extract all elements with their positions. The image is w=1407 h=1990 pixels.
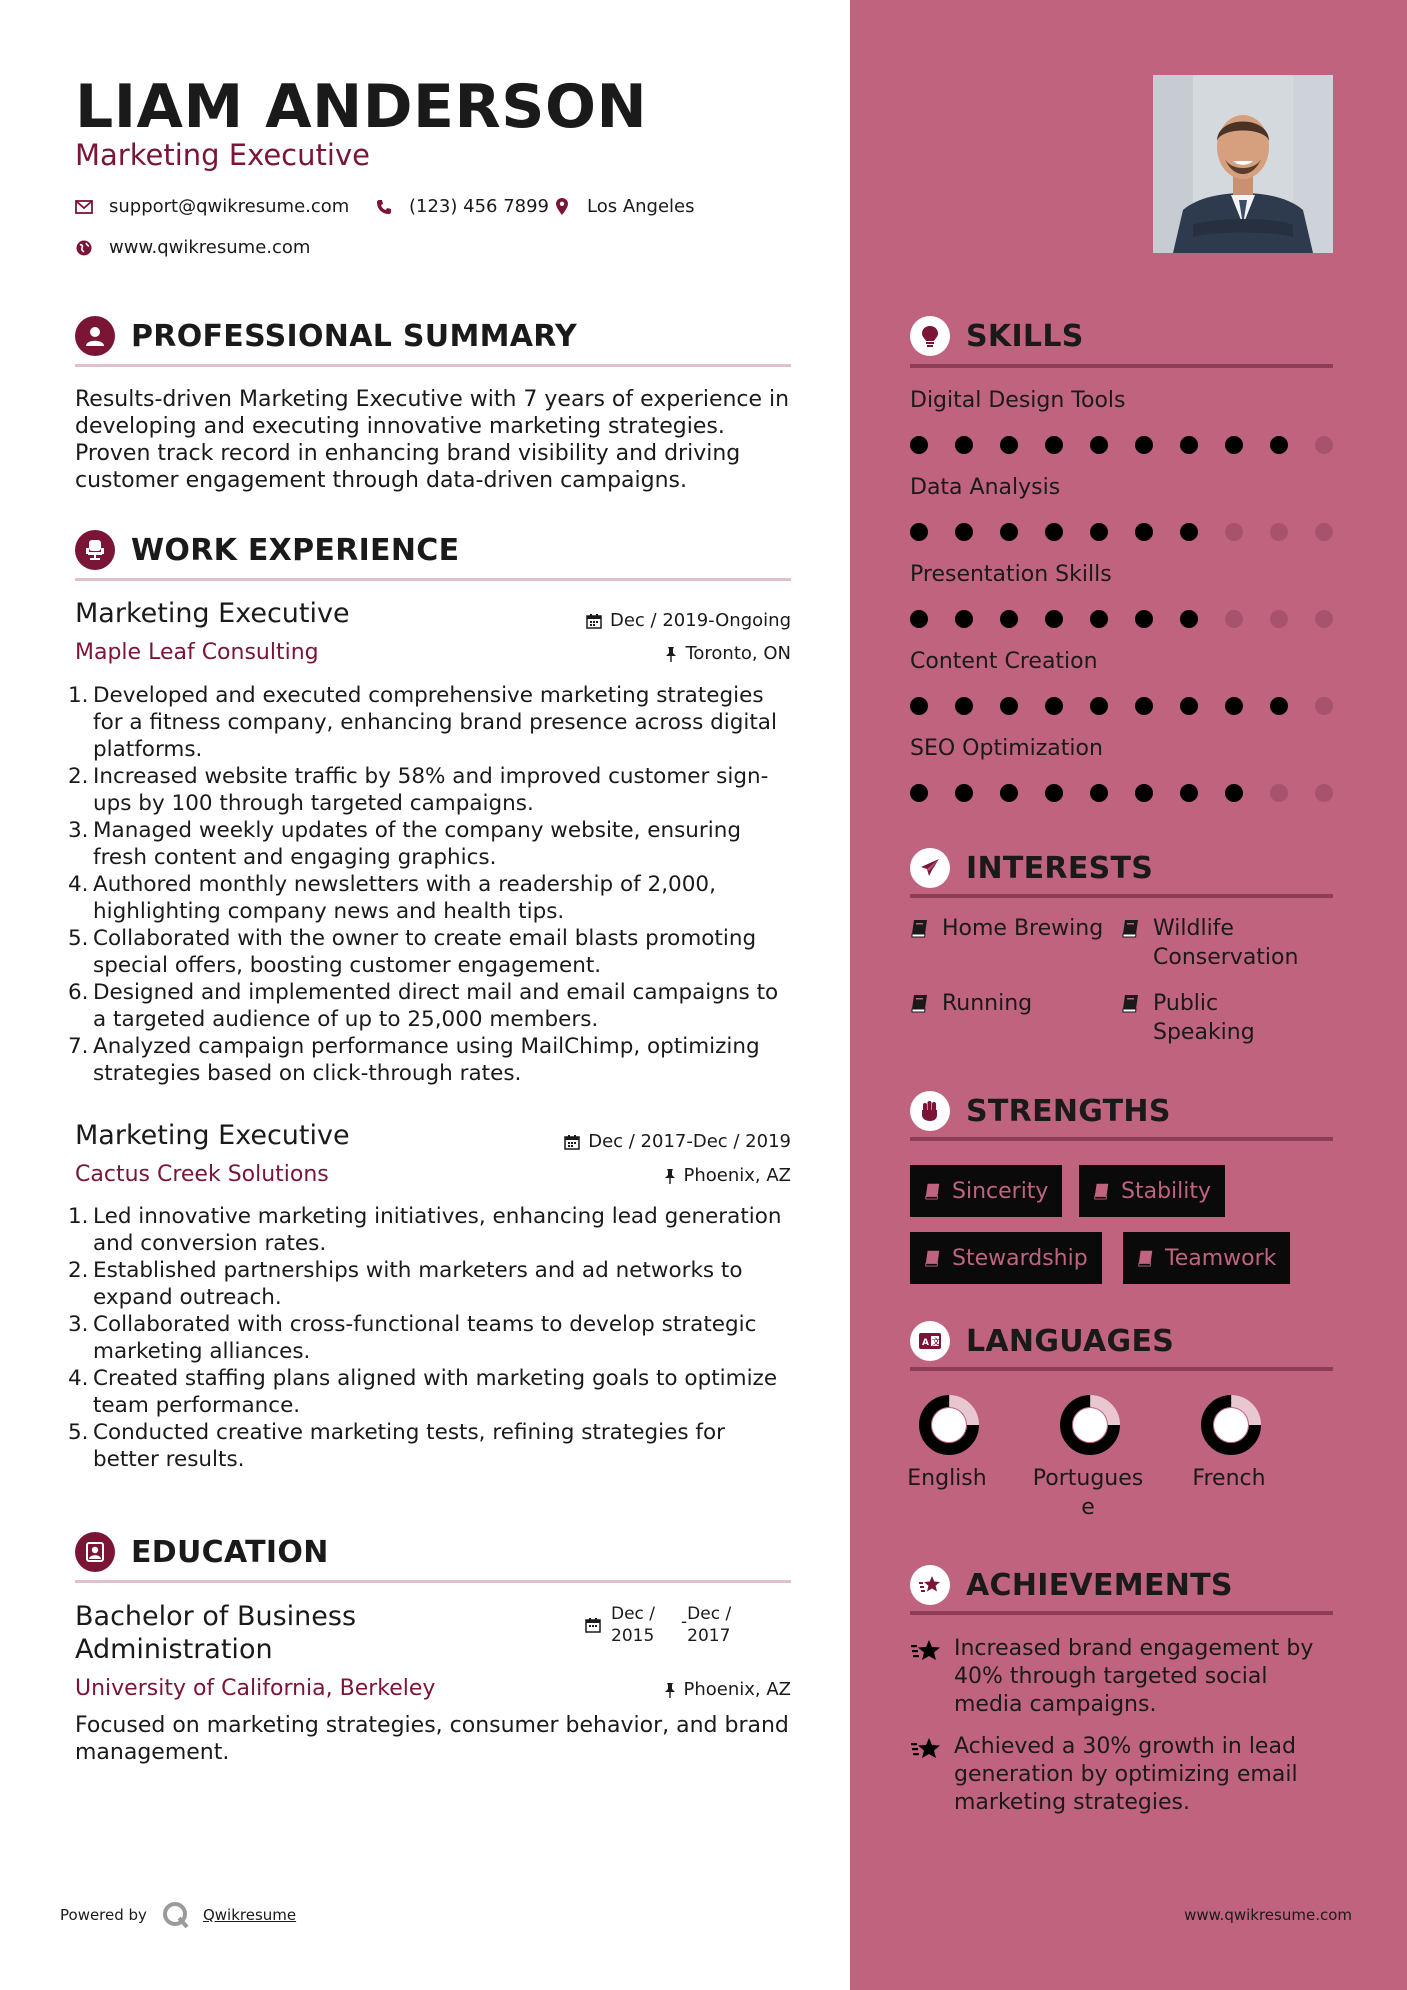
- phone-contact[interactable]: [375, 196, 549, 217]
- rating-dot-filled: [1090, 784, 1108, 802]
- globe-icon: [75, 239, 93, 257]
- qwikresume-link[interactable]: Qwikresume: [202, 1906, 297, 1924]
- education-start: Dec / 2015: [611, 1604, 656, 1646]
- location-contact: [553, 196, 695, 217]
- experience-heading: [75, 530, 791, 570]
- rating-dot-filled: [1180, 523, 1198, 541]
- rating-dot-filled: [1090, 697, 1108, 715]
- summary-title: PROFESSIONAL SUMMARY: [131, 318, 578, 354]
- education-end: - Dec / 2017: [681, 1604, 732, 1646]
- job-dates-text: Dec / 2017-Dec / 2019: [588, 1131, 791, 1152]
- job-bullet: 3. Collaborated with cross-functional teams to develop strategic marketing alliances.: [68, 1312, 757, 1364]
- email-text: support@qwikresume.com: [109, 196, 350, 217]
- calendar-icon: [586, 613, 602, 629]
- rating-dot-filled: [1000, 523, 1018, 541]
- job-bullet: 1. Developed and executed comprehensive marketing strategies for a fitness company, enhancing brand presence across digital platforms.: [68, 683, 777, 762]
- achievements-title: ACHIEVEMENTS: [966, 1567, 1233, 1603]
- skill-rating: [910, 610, 1360, 628]
- profile-photo: [1153, 75, 1333, 253]
- rating-dot-filled: [1135, 436, 1153, 454]
- rating-dot-filled: [910, 697, 928, 715]
- job-bullet: 6. Designed and implemented direct mail and email campaigns to a targeted audience of up to 25,000 members.: [68, 980, 779, 1032]
- phone-text: (123) 456 7899: [409, 196, 550, 217]
- job-bullet: 2. Established partnerships with marketers and ad networks to expand outreach.: [68, 1258, 743, 1310]
- rating-dot-filled: [1045, 784, 1063, 802]
- rating-dot-filled: [1000, 610, 1018, 628]
- languages-title: LANGUAGES: [966, 1323, 1175, 1359]
- rating-dot-filled: [1000, 697, 1018, 715]
- strengths-divider: [910, 1137, 1333, 1141]
- education-heading: [75, 1532, 791, 1572]
- job-bullet: 4. Authored monthly newsletters with a readership of 2,000, highlighting company news and health tips.: [68, 872, 716, 924]
- book-icon: [924, 1249, 942, 1267]
- pushpin-icon: [665, 646, 677, 662]
- rating-dot-filled: [1000, 784, 1018, 802]
- job-location: [664, 1165, 792, 1186]
- degree-line: Administration: [75, 1634, 273, 1665]
- rating-dot-empty: [1225, 523, 1243, 541]
- skill-rating: [910, 436, 1360, 454]
- education-title: EDUCATION: [131, 1534, 329, 1570]
- star-icon: [910, 1737, 942, 1761]
- location-text: Los Angeles: [587, 196, 695, 217]
- rating-dot-filled: [1270, 697, 1288, 715]
- rating-dot-empty: [1315, 436, 1333, 454]
- skill-rating: [910, 523, 1360, 541]
- rating-dot-empty: [1225, 610, 1243, 628]
- education-divider: [75, 1580, 791, 1583]
- language-name: French: [1192, 1466, 1266, 1491]
- rating-dot-filled: [1270, 436, 1288, 454]
- envelope-icon: [75, 198, 93, 216]
- skills-title: SKILLS: [966, 318, 1084, 354]
- website-contact[interactable]: [75, 237, 310, 258]
- education-location: [664, 1679, 792, 1700]
- interest-item: Home Brewing: [910, 914, 1103, 943]
- job-bullet: 3. Managed weekly updates of the company website, ensuring fresh content and engaging graphics.: [68, 818, 742, 870]
- rating-dot-filled: [1090, 523, 1108, 541]
- book-icon: [1093, 1182, 1111, 1200]
- strength-tag: Stability: [1079, 1165, 1225, 1217]
- job-company: Cactus Creek Solutions: [75, 1162, 329, 1187]
- rating-dot-filled: [1135, 610, 1153, 628]
- rating-dot-empty: [1315, 523, 1333, 541]
- fist-icon: [910, 1091, 950, 1131]
- job-bullet: 7. Analyzed campaign performance using MailChimp, optimizing strategies based on click-through rates.: [68, 1034, 760, 1086]
- achievement-item: Increased brand engagement by 40% through targeted social media campaigns.: [910, 1635, 1333, 1719]
- job-bullet: 5. Collaborated with the owner to create email blasts promoting special offers, boosting customer engagement.: [68, 926, 757, 978]
- book-icon: [910, 918, 930, 938]
- powered-by: [60, 1900, 296, 1930]
- languages-heading: [910, 1321, 1333, 1361]
- skill-rating: [910, 784, 1360, 802]
- rating-dot-filled: [1045, 436, 1063, 454]
- summary-heading: [75, 316, 791, 356]
- language-name: Portugues e: [1032, 1466, 1144, 1520]
- book-icon: [1121, 993, 1141, 1013]
- skill-name: Content Creation: [910, 649, 1098, 674]
- rating-dot-empty: [1270, 523, 1288, 541]
- book-icon: [1121, 918, 1141, 938]
- job-dates: [586, 610, 791, 631]
- rating-dot-filled: [910, 784, 928, 802]
- skill-name: Data Analysis: [910, 475, 1061, 500]
- education-description: Focused on marketing strategies, consumer behavior, and brand management.: [75, 1713, 789, 1765]
- job-location-text: Phoenix, AZ: [683, 1165, 791, 1186]
- svg-text:A: A: [922, 1338, 929, 1348]
- job-bullet: 4. Created staffing plans aligned with marketing goals to optimize team performance.: [68, 1366, 778, 1418]
- rating-dot-filled: [1225, 436, 1243, 454]
- skills-divider: [910, 364, 1333, 368]
- rating-dot-filled: [1090, 436, 1108, 454]
- interest-item: Public Speaking: [1121, 989, 1255, 1047]
- paper-plane-icon: [910, 848, 950, 888]
- job-bullet: 1. Led innovative marketing initiatives, enhancing lead generation and conversion rates.: [68, 1204, 782, 1256]
- rating-dot-filled: [1045, 697, 1063, 715]
- degree-line: Bachelor of Business: [75, 1601, 357, 1632]
- strengths-heading: [910, 1091, 1333, 1131]
- star-badge-icon: [910, 1565, 950, 1605]
- education-dates: [585, 1603, 731, 1647]
- skill-rating: [910, 697, 1360, 715]
- star-icon: [910, 1639, 942, 1663]
- summary-text: Results-driven Marketing Executive with 7 years of experience in developing and executing innovative marketing strategies. Proven track record in enhancing brand visibility and driving customer engagement through data-driven campaigns.: [75, 387, 790, 493]
- calendar-icon: [564, 1134, 580, 1150]
- translate-icon: [910, 1321, 950, 1361]
- skills-heading: [910, 316, 1333, 356]
- strength-tag: Stewardship: [910, 1232, 1102, 1284]
- language-name: English: [907, 1466, 987, 1491]
- strength-tag: Sincerity: [910, 1165, 1062, 1217]
- job-bullet: 5. Conducted creative marketing tests, refining strategies for better results.: [68, 1420, 725, 1472]
- skill-name: SEO Optimization: [910, 736, 1103, 761]
- experience-divider: [75, 578, 791, 581]
- job-dates-text: Dec / 2019-Ongoing: [610, 610, 791, 631]
- briefcase-chair-icon: [75, 530, 115, 570]
- lightbulb-icon: [910, 316, 950, 356]
- book-icon: [924, 1182, 942, 1200]
- rating-dot-filled: [1180, 784, 1198, 802]
- job-location: [665, 643, 791, 664]
- rating-dot-filled: [910, 523, 928, 541]
- interest-item: Running: [910, 989, 1032, 1018]
- rating-dot-filled: [1045, 523, 1063, 541]
- achievements-heading: [910, 1565, 1333, 1605]
- job-title: Marketing Executive: [75, 1120, 350, 1151]
- languages-divider: [910, 1367, 1333, 1371]
- book-icon: [910, 993, 930, 1013]
- user-icon: [75, 316, 115, 356]
- rating-dot-filled: [910, 610, 928, 628]
- rating-dot-filled: [1225, 784, 1243, 802]
- rating-dot-filled: [955, 697, 973, 715]
- job-bullet: 2. Increased website traffic by 58% and improved customer sign-ups by 100 through targeted campaigns.: [68, 764, 769, 816]
- rating-dot-filled: [1180, 436, 1198, 454]
- rating-dot-filled: [1135, 784, 1153, 802]
- job-location-text: Toronto, ON: [685, 643, 791, 664]
- candidate-name: LIAM ANDERSON: [75, 72, 648, 142]
- job-dates: [564, 1131, 791, 1152]
- strength-tag: Teamwork: [1123, 1232, 1290, 1284]
- rating-dot-filled: [955, 436, 973, 454]
- rating-dot-filled: [1180, 610, 1198, 628]
- rating-dot-filled: [955, 523, 973, 541]
- rating-dot-filled: [1045, 610, 1063, 628]
- rating-dot-filled: [1000, 436, 1018, 454]
- skill-name: Digital Design Tools: [910, 388, 1126, 413]
- svg-text:文: 文: [932, 1337, 940, 1347]
- graduate-icon: [75, 1532, 115, 1572]
- rating-dot-filled: [955, 784, 973, 802]
- powered-by-text: Powered by: [60, 1906, 147, 1924]
- degree: [75, 1600, 356, 1666]
- rating-dot-filled: [1135, 523, 1153, 541]
- rating-dot-empty: [1315, 610, 1333, 628]
- strengths-title: STRENGTHS: [966, 1093, 1171, 1129]
- qwikresume-logo-icon: [161, 1900, 191, 1930]
- interests-heading: [910, 848, 1333, 888]
- rating-dot-filled: [1135, 697, 1153, 715]
- email-contact[interactable]: [75, 196, 349, 217]
- rating-dot-filled: [1180, 697, 1198, 715]
- rating-dot-empty: [1315, 784, 1333, 802]
- website-text: www.qwikresume.com: [109, 237, 311, 258]
- candidate-title: Marketing Executive: [75, 138, 370, 172]
- job-bullets: [68, 682, 792, 1087]
- interests-divider: [910, 894, 1333, 898]
- job-bullets: [68, 1203, 792, 1473]
- rating-dot-empty: [1315, 697, 1333, 715]
- job-title: Marketing Executive: [75, 598, 350, 629]
- pushpin-icon: [664, 1682, 676, 1698]
- interest-item: Wildlife Conservation: [1121, 914, 1298, 972]
- phone-icon: [375, 198, 393, 216]
- calendar-icon: [585, 1617, 601, 1633]
- rating-dot-filled: [955, 610, 973, 628]
- rating-dot-filled: [1225, 697, 1243, 715]
- pushpin-icon: [664, 1168, 676, 1184]
- footer-website: www.qwikresume.com: [1184, 1906, 1352, 1924]
- language-level-ring: [1199, 1393, 1263, 1457]
- rating-dot-filled: [1090, 610, 1108, 628]
- language-level-ring: [1058, 1393, 1122, 1457]
- rating-dot-empty: [1270, 784, 1288, 802]
- summary-divider: [75, 364, 791, 367]
- education-location-text: Phoenix, AZ: [683, 1679, 791, 1700]
- skill-name: Presentation Skills: [910, 562, 1112, 587]
- rating-dot-filled: [910, 436, 928, 454]
- achievements-divider: [910, 1611, 1333, 1615]
- map-pin-icon: [553, 198, 571, 216]
- book-icon: [1137, 1249, 1155, 1267]
- language-level-ring: [917, 1393, 981, 1457]
- rating-dot-empty: [1270, 610, 1288, 628]
- job-company: Maple Leaf Consulting: [75, 640, 319, 665]
- achievement-item: Achieved a 30% growth in lead generation by optimizing email marketing strategies.: [910, 1733, 1333, 1817]
- interests-title: INTERESTS: [966, 850, 1154, 886]
- school: University of California, Berkeley: [75, 1676, 436, 1701]
- experience-title: WORK EXPERIENCE: [131, 532, 460, 568]
